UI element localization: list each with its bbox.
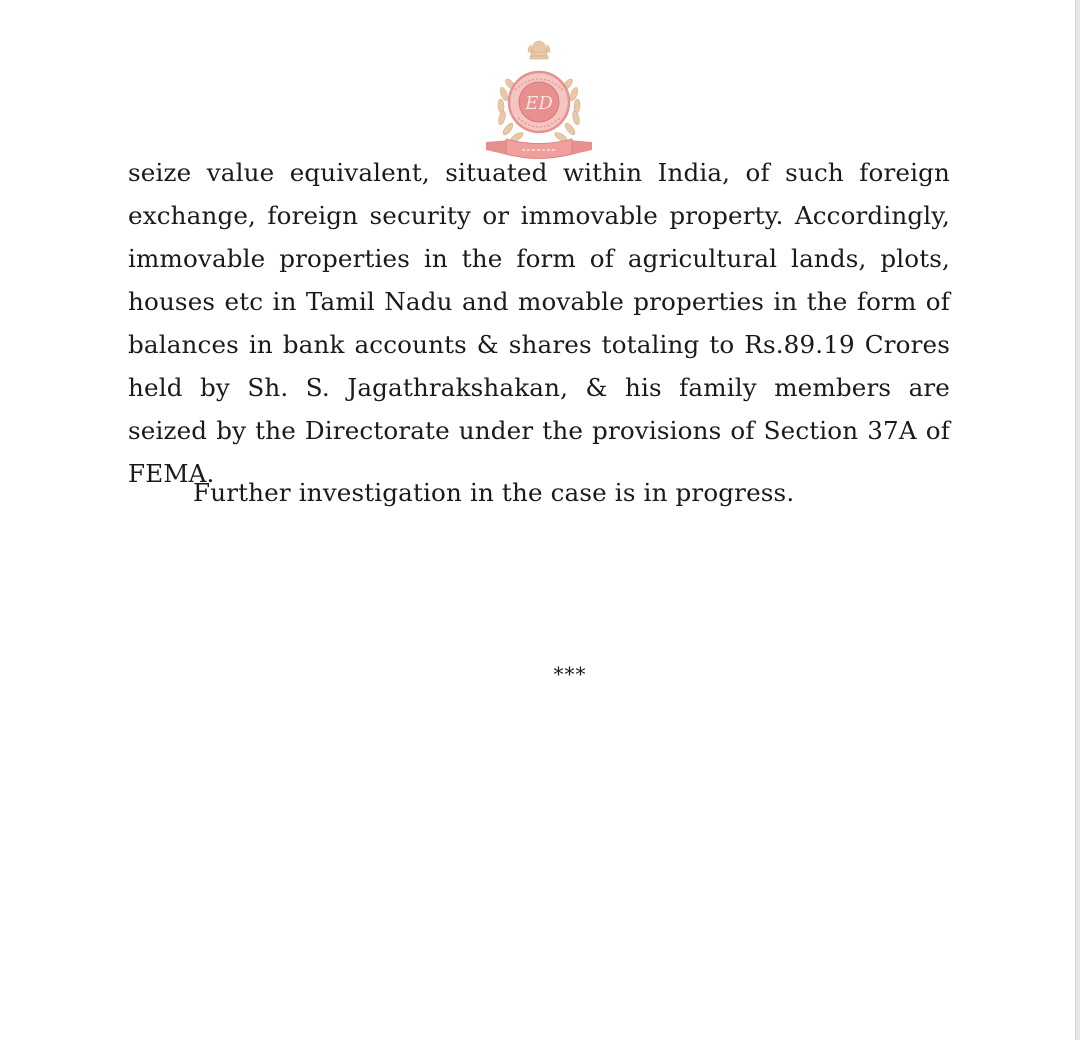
- page-edge: [1075, 0, 1080, 1040]
- body-paragraph: seize value equivalent, situated within India, of such foreign exchange, foreign security or immovable property. Accordingly, immovable properties in the form of agricultural lands, plots, houses etc in Tamil Nadu and movable properties in the form of balances in bank accounts & shares totaling to Rs.89.19 Crores held by Sh. S. Jagathrakshakan, & his family members are seized by the Directorate under the provisions of Section 37A of FEMA.: [128, 158, 950, 488]
- end-of-document-mark: ***: [553, 662, 587, 686]
- svg-text:ED: ED: [525, 93, 553, 114]
- ed-emblem-icon: [480, 38, 598, 162]
- closing-paragraph: Further investigation in the case is in progress.: [193, 478, 795, 507]
